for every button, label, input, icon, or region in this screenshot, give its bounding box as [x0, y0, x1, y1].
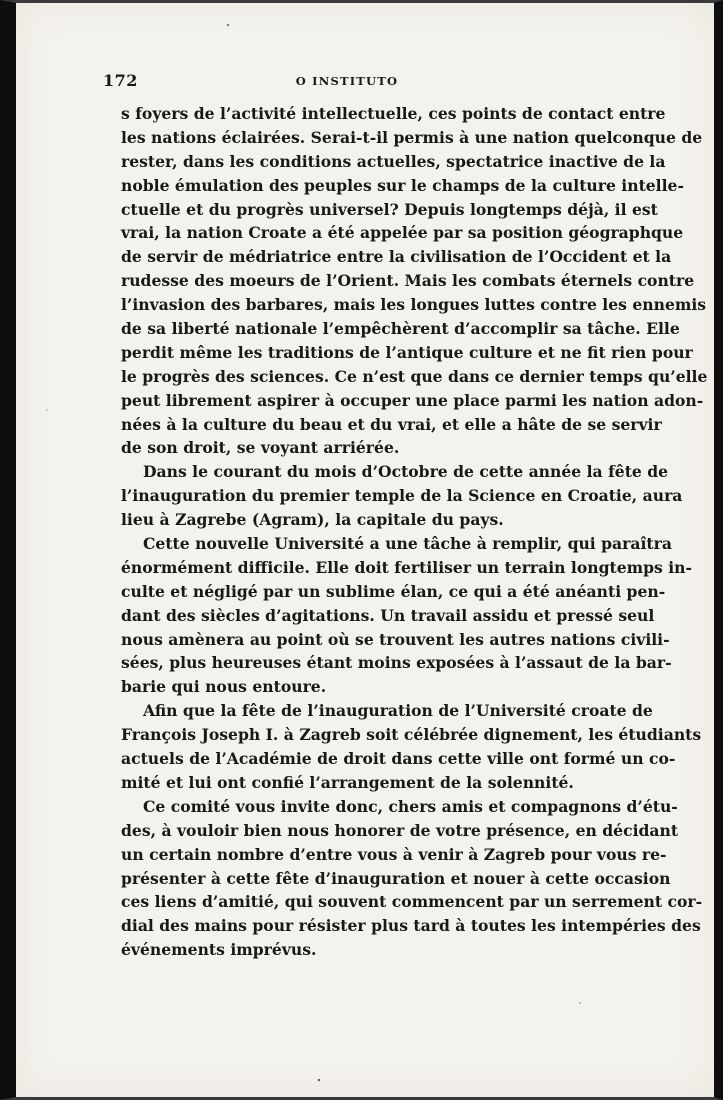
text-line: François Joseph I. à Zagreb soit célébrée dignement, les étudiants — [121, 725, 702, 745]
text-line: Cette nouvelle Université a une tâche à remplir, qui paraîtra — [143, 534, 672, 554]
page-number: 172 — [103, 71, 138, 90]
text-line: dant des siècles d’agitations. Un travail assidu et pressé seul — [121, 605, 655, 625]
text-line: ces liens d’amitié, qui souvent commencent par un serrement cor- — [121, 892, 703, 912]
text-line: mité et lui ont confié l’arrangement de la solennité. — [121, 772, 574, 792]
running-head: O INSTITUTO — [295, 74, 399, 88]
text-line: rester, dans les conditions actuelles, spectatrice inactive de la — [121, 151, 666, 171]
text-line: présenter à cette fête d’inauguration et nouer à cette occasion — [121, 868, 671, 888]
page-header — [103, 71, 591, 93]
body-text — [121, 102, 708, 962]
text-line: peut librement aspirer à occuper une place parmi les nation adon- — [121, 390, 704, 410]
text-line: le progrès des sciences. Ce n’est que dans ce dernier temps qu’elle — [121, 366, 708, 386]
text-line: noble émulation des peuples sur le champs de la culture intelle- — [121, 175, 684, 195]
text-line: rudesse des moeurs de l’Orient. Mais les combats éternels contre — [121, 271, 695, 291]
text-line: barie qui nous entoure. — [121, 677, 327, 697]
text-line: nous amènera au point où se trouvent les autres nations civili- — [121, 629, 670, 649]
text-line: des, à vouloir bien nous honorer de votre présence, en décidant — [121, 820, 679, 840]
paragraph — [121, 795, 703, 962]
text-line: un certain nombre d’entre vous à venir à Zagreb pour vous re- — [121, 844, 667, 864]
text-line: nées à la culture du beau et du vrai, et elle a hâte de se servir — [121, 414, 662, 434]
text-line: actuels de l’Académie de droit dans cette ville ont formé un co- — [121, 749, 676, 769]
text-line: événements imprévus. — [121, 940, 317, 960]
text-line: Dans le courant du mois d’Octobre de cette année la fête de — [143, 462, 669, 482]
text-line: perdit même les traditions de l’antique culture et ne fit rien pour — [121, 342, 693, 362]
text-line: de sa liberté nationale l’empêchèrent d’accomplir sa tâche. Elle — [121, 319, 680, 339]
text-line: lieu à Zagrebe (Agram), la capitale du pays. — [121, 510, 504, 530]
paragraph — [121, 532, 692, 699]
text-line: dial des mains pour résister plus tard à toutes les intempéries des — [121, 916, 701, 936]
text-line: vrai, la nation Croate a été appelée par sa position géographque — [121, 223, 684, 243]
text-line: de servir de médriatrice entre la civilisation de l’Occident et la — [121, 247, 672, 267]
text-line: Afin que la fête de l’inauguration de l’Université croate de — [143, 701, 653, 721]
paragraph — [121, 699, 702, 795]
text-line: sées, plus heureuses étant moins exposées à l’assaut de la bar- — [121, 653, 672, 673]
text-line: les nations éclairées. Serai-t-il permis à une nation quelconque de — [121, 127, 703, 147]
text-line: énormément difficile. Elle doit fertiliser un terrain longtemps in- — [121, 557, 692, 577]
text-line: Ce comité vous invite donc, chers amis et compagnons d’étu- — [143, 796, 678, 816]
text-line: l’inauguration du premier temple de la Science en Croatie, aura — [121, 486, 683, 506]
paragraph — [121, 102, 708, 460]
paragraph — [121, 460, 683, 532]
text-line: ctuelle et du progrès universel? Depuis longtemps déjà, il est — [121, 199, 658, 219]
text-line: s foyers de l’activité intellectuelle, ces points de contact entre — [121, 104, 666, 123]
text-line: de son droit, se voyant arriérée. — [121, 438, 400, 458]
text-line: culte et négligé par un sublime élan, ce qui a été anéanti pen- — [121, 581, 666, 601]
text-line: l’invasion des barbares, mais les longues luttes contre les ennemis — [121, 295, 707, 315]
